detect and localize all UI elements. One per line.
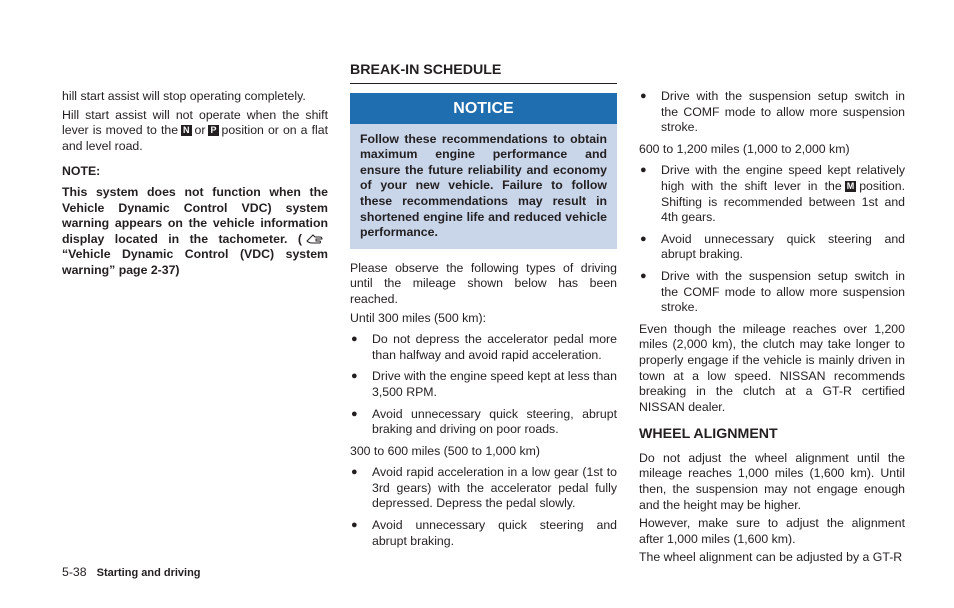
list-item: ● Drive with the engine speed kept relatively high with the shift lever in the M position. Shifting is recommended between 1st and 4th gears. <box>640 163 905 225</box>
wheel-alignment-paragraph-3: The wheel alignment can be adjusted by a GT-R <box>639 550 903 565</box>
range-300-600-miles: 300 to 600 miles (500 to 1,000 km) <box>350 443 541 458</box>
shift-key-m: M <box>846 180 855 191</box>
page-number: 5-38 <box>62 565 87 579</box>
wheel-alignment-title: WHEEL ALIGNMENT <box>639 426 778 443</box>
bullet-icon: ● <box>640 90 647 102</box>
bullet-icon: ● <box>640 232 647 245</box>
until-300-miles: Until 300 miles (500 km): <box>350 310 486 325</box>
list-item: ● Avoid rapid acceleration in a low gear (1st to 3rd gears) with the accelerator pedal fully depressed. Depress the pedal slowly. <box>351 465 617 511</box>
list-item: ● Do not depress the accelerator pedal more than halfway and avoid rapid acceleration. <box>351 332 617 362</box>
wheel-alignment-paragraph-1: Do not adjust the wheel alignment until the mileage reaches 1,000 miles (1,600 km). Until then, the suspension may not engage enough and the height may be higher. <box>639 450 905 512</box>
bullet-icon: ● <box>640 269 647 282</box>
break-in-intro: Please observe the following types of driving until the mileage shown below has been reached. <box>350 260 617 306</box>
list-item: ● Drive with the engine speed kept at less than 3,500 RPM. <box>351 369 617 399</box>
paragraph-hill-start-end: hill start assist will stop operating completely. <box>62 89 306 103</box>
break-in-list-0-300 <box>350 332 617 438</box>
break-in-list-600-1200 <box>639 163 905 315</box>
list-item: ● Avoid unnecessary quick steering and abrupt braking. <box>640 231 905 262</box>
wheel-alignment-paragraph-2: However, make sure to adjust the alignment after 1,000 miles (1,600 km). <box>639 516 905 546</box>
paragraph-hill-start-not-operate: Hill start assist will not operate when the shift lever is moved to the N or P position or on a flat and level road. <box>62 107 328 153</box>
shift-key-p: P <box>210 125 217 136</box>
break-in-list-300-600-cont <box>639 89 905 136</box>
clutch-paragraph: Even though the mileage reaches over 1,200 miles (2,000 km), the clutch may take longer to properly engage if the vehicle is mainly driven in town at a low speed. NISSAN recommends breaking in the clutch at a GT-R certified NISSAN dealer. <box>639 321 905 414</box>
list-item: ● Drive with the suspension setup switch in the COMF mode to allow more suspension stroke. <box>640 268 905 315</box>
bullet-icon: ● <box>351 370 358 383</box>
left-column <box>62 89 328 279</box>
middle-column <box>350 63 617 555</box>
bullet-icon: ● <box>351 519 358 532</box>
break-in-list-300-600 <box>350 465 617 549</box>
break-in-schedule-title: BREAK-IN SCHEDULE <box>350 62 502 78</box>
notice-heading: NOTICE <box>350 93 617 124</box>
title-divider <box>350 83 617 84</box>
list-item: ● Drive with the suspension setup switch in the COMF mode to allow more suspension stroke. <box>640 89 905 135</box>
bullet-icon: ● <box>351 466 358 479</box>
page-footer <box>62 565 201 579</box>
bullet-icon: ● <box>640 164 647 177</box>
section-name: Starting and driving <box>96 567 201 579</box>
notice-body: Follow these recommendations to obtain maximum engine performance and ensure the future reliability and economy of your new vehicle. Failure to follow these recommendations may result in shortened engine life and reduced vehicle performance. <box>350 124 617 249</box>
list-item: ● Avoid unnecessary quick steering, abrupt braking and driving on poor roads. <box>351 406 617 437</box>
range-600-1200-miles: 600 to 1,200 miles (1,000 to 2,000 km) <box>639 141 850 156</box>
bullet-icon: ● <box>351 333 358 346</box>
note-body: This system does not function when the Vehicle Dynamic Control VDC) system warning appears on the vehicle information display located in the tachometer. (“Vehicle Dynamic Control (VDC) system warning” page 2-37) <box>62 184 328 277</box>
list-item: ● Avoid unnecessary quick steering and abrupt braking. <box>351 518 617 548</box>
page-reference-icon <box>304 232 326 245</box>
bullet-icon: ● <box>351 407 358 420</box>
note-heading: NOTE: <box>62 164 101 179</box>
right-column <box>639 89 905 569</box>
shift-key-n: N <box>183 125 190 136</box>
